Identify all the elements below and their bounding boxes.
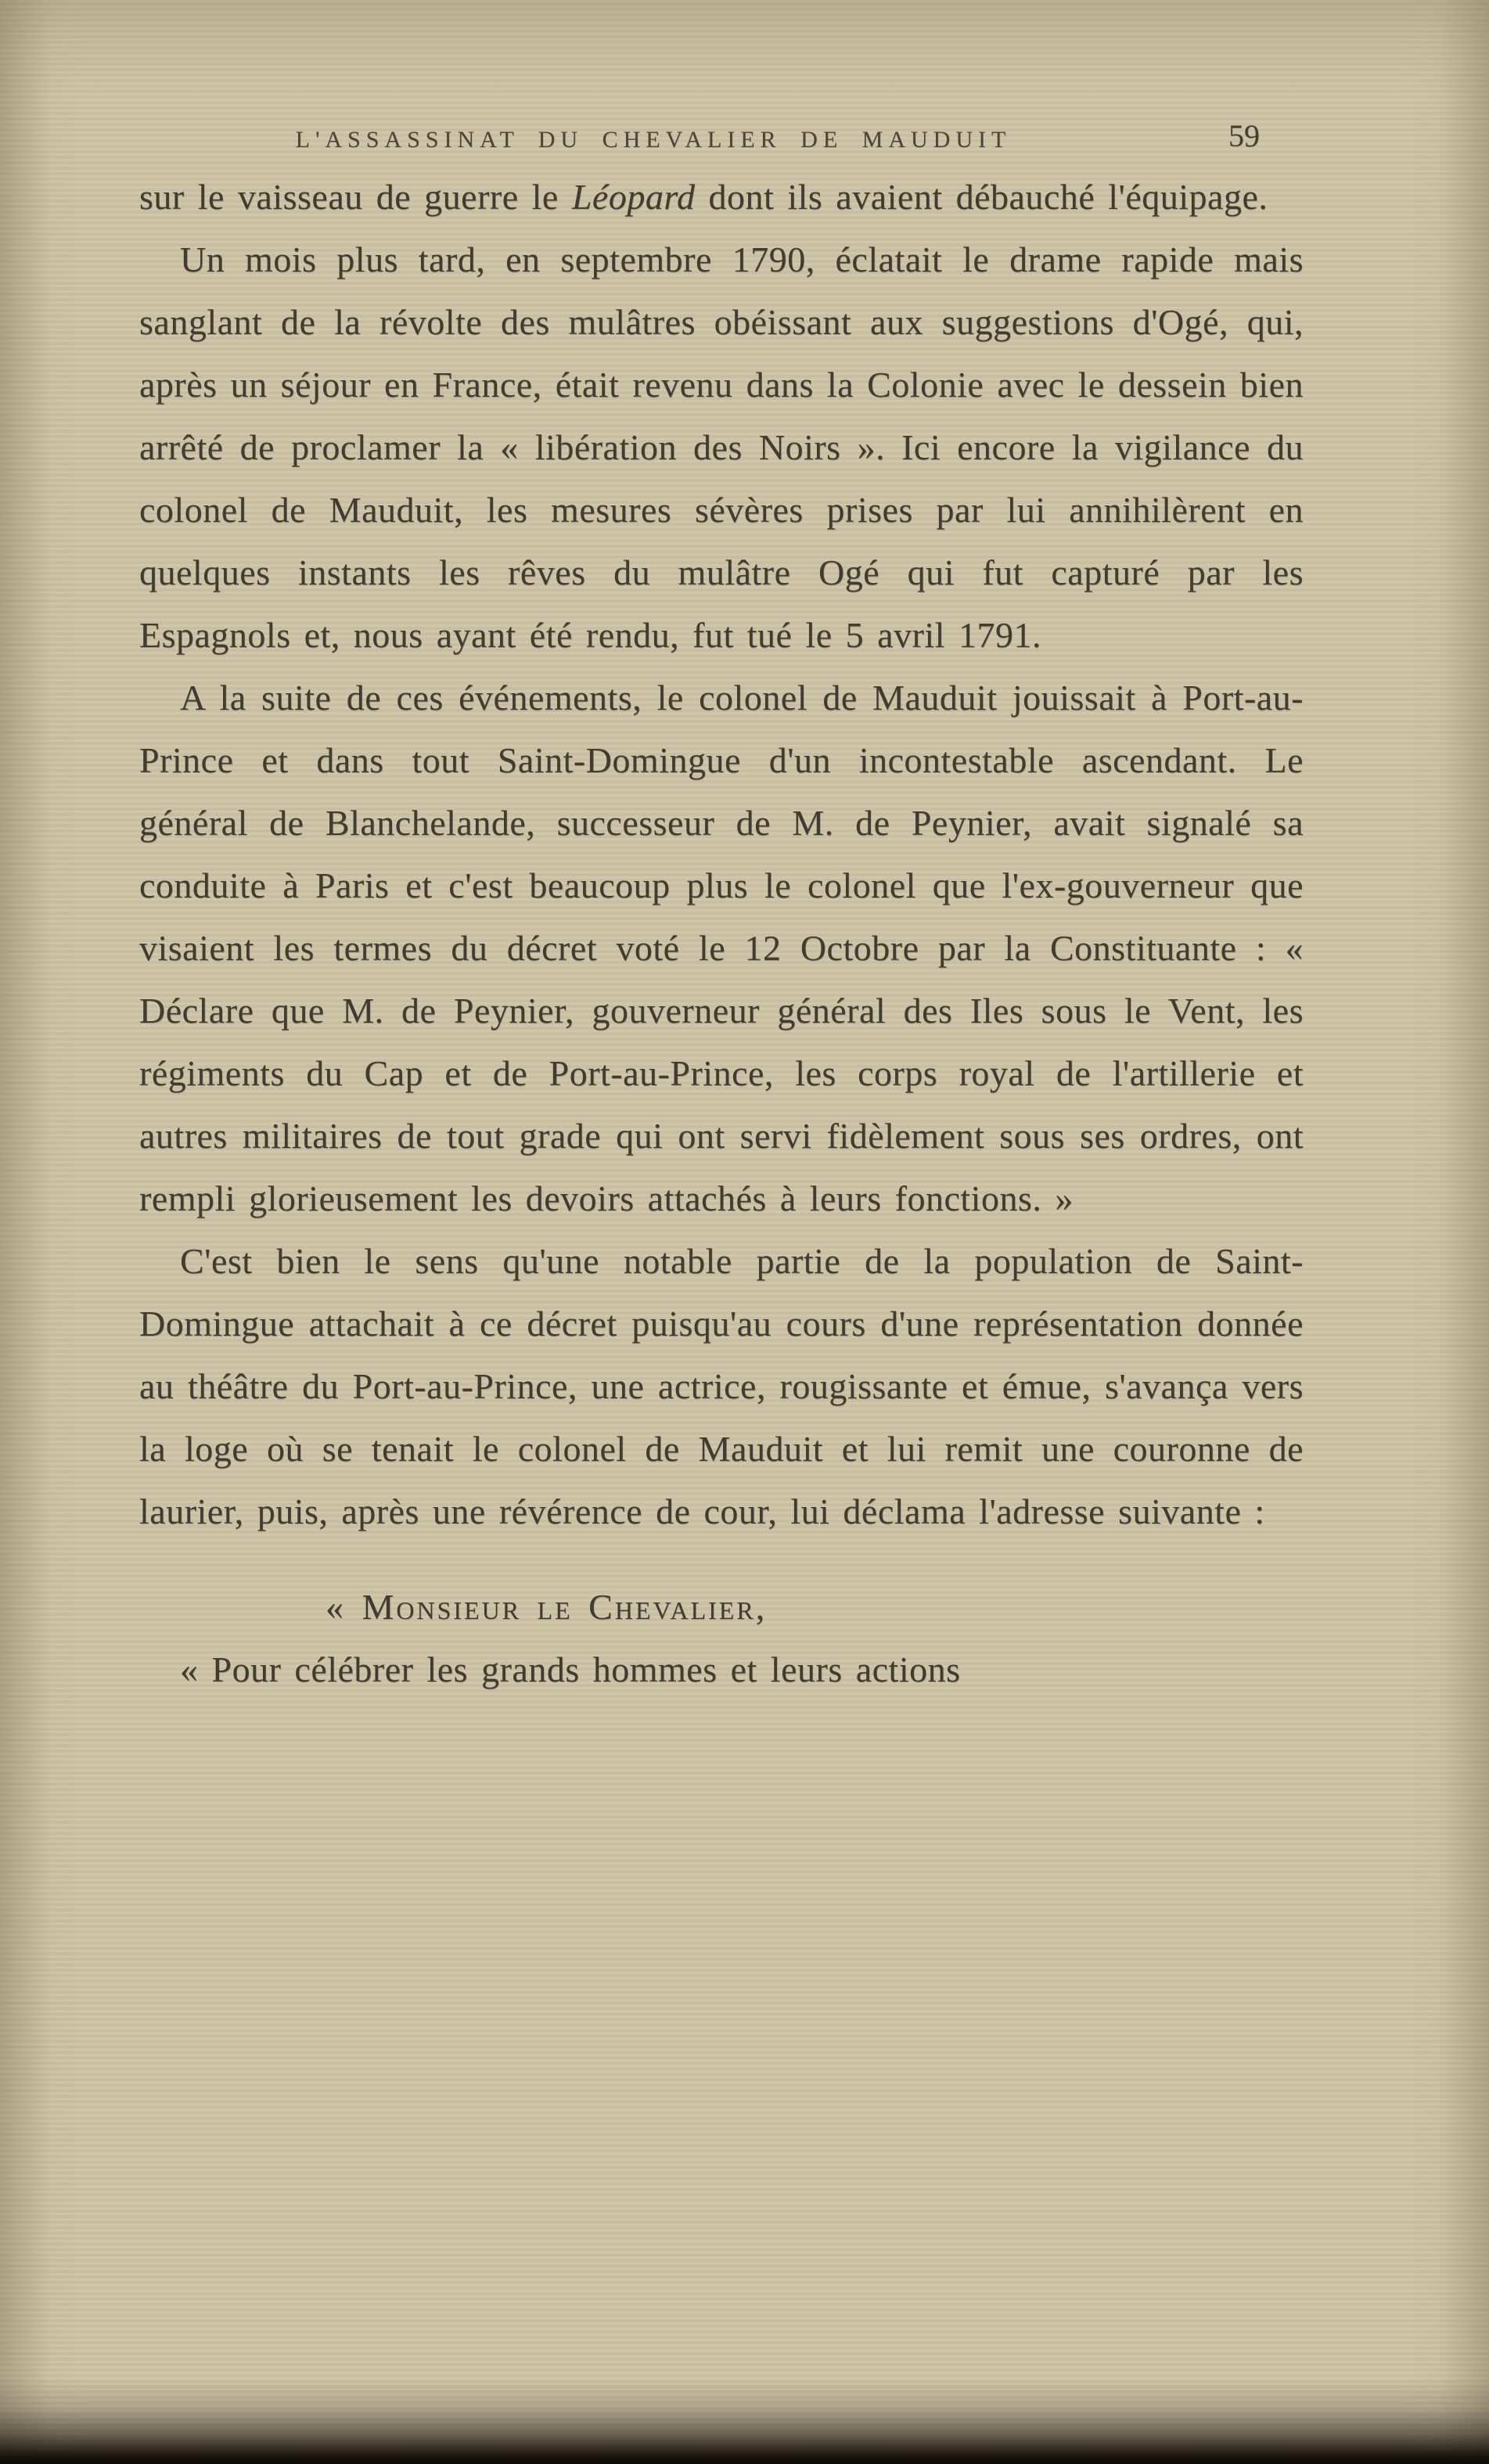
ship-name-italic: Léopard (571, 177, 696, 217)
page-body (139, 166, 1304, 1701)
paragraph-continuation (139, 166, 1304, 228)
page-number: 59 (1228, 118, 1260, 153)
paragraph-text: sur le vaisseau de guerre le (139, 177, 572, 217)
page-header (137, 117, 1303, 164)
paragraph-text: dont ils avaient débauché l'équipage. (695, 177, 1268, 217)
page-bottom-shadow (0, 2378, 1489, 2464)
salutation-line: « Monsieur le Chevalier, (325, 1587, 768, 1627)
paragraph: A la suite de ces événements, le colonel de Mauduit jouissait à Port-au-Prince et dans tout Saint-Domingue d'un incontestable ascendant. Le général de Blanchelande, successeur de M. de Peynier, avait signalé sa conduite à Paris et c'est beaucoup plus le colonel que l'ex-gouverneur que visaient les termes du décret voté le 12 Octobre par la Constituante : « Déclare que M. de Peynier, gouverneur général des Iles sous le Vent, les régiments du Cap et de Port-au-Prince, les corps royal de l'artillerie et autres militaires de tout grade qui ont servi fidèlement sous ses ordres, ont rempli glorieusement les devoirs attachés à leurs fonctions. » (139, 678, 1304, 1218)
paragraph: Un mois plus tard, en septembre 1790, éclatait le drame rapide mais sanglant de la révolte des mulâtres obéissant aux suggestions d'Ogé, qui, après un séjour en France, était revenu dans la Colonie avec le dessein bien arrêté de proclamer la « libération des Noirs ». Ici encore la vigilance du colonel de Mauduit, les mesures sévères prises par lui annihilèrent en quelques instants les rêves du mulâtre Ogé qui fut capturé par les Espagnols et, nous ayant été rendu, fut tué le 5 avril 1791. (139, 239, 1304, 655)
paragraph: « Pour célébrer les grands hommes et leurs actions (180, 1649, 961, 1689)
running-title: L'ASSASSINAT DU CHEVALIER DE MAUDUIT (295, 127, 1012, 153)
paragraph: C'est bien le sens qu'une notable partie de la population de Saint-Domingue attachait à ce décret puisqu'au cours d'une représentation donnée au théâtre du Port-au-Prince, une actrice, rougissante et émue, s'avança vers la loge où se tenait le colonel de Mauduit et lui remit une couronne de laurier, puis, après une révérence de cour, lui déclama l'adresse suivante : (139, 1241, 1304, 1531)
